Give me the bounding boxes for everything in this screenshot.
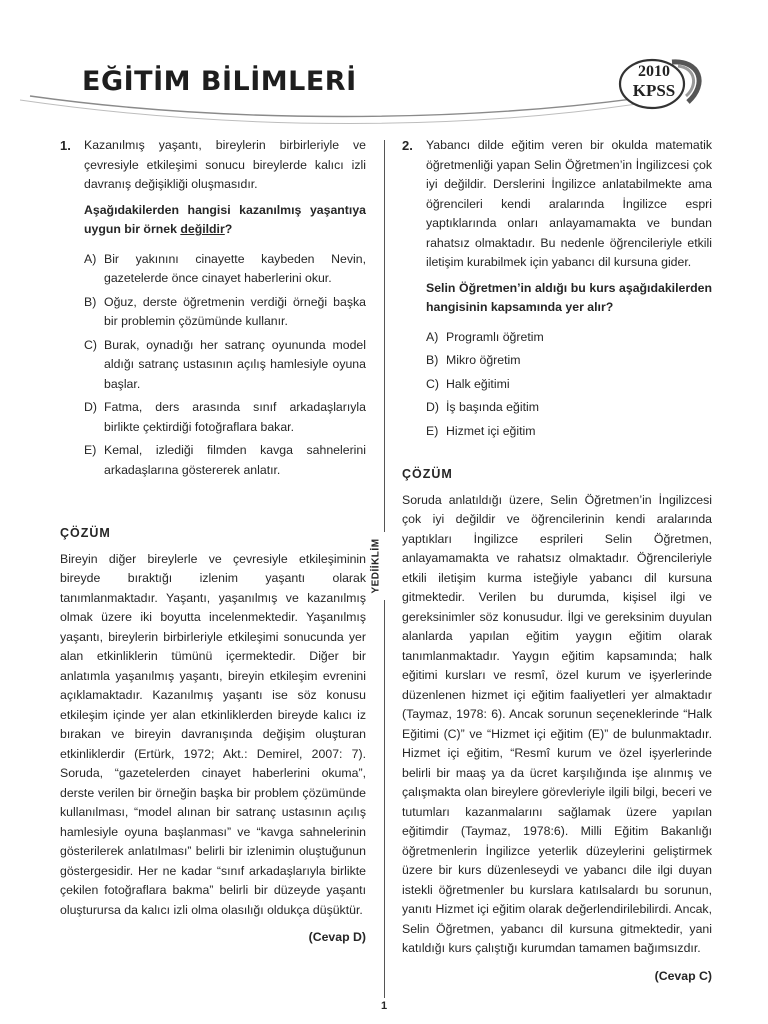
option-letter: C) bbox=[426, 376, 439, 391]
prompt-text: Aşağıdakilerden hangisi kazanılmış yaşantıya uygun bir örnek bbox=[84, 202, 366, 236]
option-d bbox=[84, 398, 366, 437]
option-letter: C) bbox=[84, 337, 97, 352]
option-text: Programlı öğretim bbox=[446, 329, 544, 344]
option-text: Fatma, ders arasında sınıf arkadaşlarıyla birlikte çektirdiği fotoğraflara bakar. bbox=[104, 400, 366, 434]
option-letter: E) bbox=[84, 443, 97, 457]
page-title: EĞİTİM BİLİMLERİ bbox=[82, 66, 357, 97]
option-text: Burak, oynadığı her satranç oyununda model aldığı satranç ustasının açılış hamlesiyle oyuna başlar. bbox=[104, 337, 366, 391]
solution-text: Soruda anlatıldığı üzere, Selin Öğretmen’in İngilizcesi çok iyi değildir ve öğrencilerinin kendi aralarında yaptıkları İngilizce esprileri Selin Öğretmen, anlayamamakta ve rahatsız olmaktadır. Öğrencileriyle etkili iletişim kurma isteğiyle yabancı dil kursuna gitmektedir. Verilen bu durumda, kişisel ilgi ve gereksinimler söz konusudur. İlgi ve gereksinim duyulan alanlarda yapılan eğitim yaygın eğitim olarak tanımlanmaktadır. Yaygın eğitim kapsamında; halk eğitimi kursları ve resmî, özel kurum ve işyerlerinde düzenlenen hizmet içi eğitim faaliyetleri yer almaktadır (Taymaz, 1978: 6). Ancak sorunun seçeneklerinde “Halk Eğitimi (C)” ve “Hizmet içi eğitim (E)” de bulunmaktadır. Hizmet içi eğitim, “Resmî kurum ve özel işyerlerinde belirli bir maaş ya da ücret karşılığında işe alınmış ve çalışmakta olan bireylere görevleriyle ilgili bilgi, beceri ve tutumları kazanmalarını sağlamak üzere yapılan eğitimdir (Taymaz, 1978:6). Milli Eğitim Bakanlığı öğretmenlerin İngilizce yeterlik düzeylerini geliştirmek üzere bir kurs düzenleseydi ve yabancı dile ilgi duyan istekli öğretmenler bu kurslara katılsalardı bu sorunun, yanıtı Hizmet içi eğitim olarak değerlendirilebilirdi. Ancak, Selin Öğretmen, yabancı dil kursuna gitmektedir, yani katıldığı kurs çalıştığı kurumdan tamamen bağımsızdır. bbox=[402, 492, 712, 955]
option-letter: B) bbox=[426, 353, 439, 367]
option-letter: D) bbox=[426, 400, 439, 414]
question-1 bbox=[60, 136, 366, 480]
option-e bbox=[84, 441, 366, 480]
badge-year: 2010 bbox=[638, 63, 670, 80]
option-letter: E) bbox=[426, 423, 439, 438]
option-letter: A) bbox=[426, 329, 439, 344]
answer-label: (Cevap D) bbox=[308, 930, 366, 944]
solution-1 bbox=[60, 524, 366, 948]
prompt-underlined-word: değildir bbox=[180, 222, 225, 236]
option-b bbox=[84, 293, 366, 332]
question-stem: Kazanılmış yaşantı, bireylerin birbirleriyle ve çevresiyle etkileşimi sonucu bireylerde kalıcı izli davranış değişikliği oluşmasıdır. bbox=[84, 138, 366, 191]
option-a bbox=[426, 328, 712, 348]
left-column bbox=[60, 136, 366, 948]
option-text: İş başında eğitim bbox=[446, 400, 539, 414]
page-number: 1 bbox=[380, 1000, 388, 1012]
option-c bbox=[426, 375, 712, 395]
option-text: Oğuz, derste öğretmenin verdiği örneği başka bir problemin çözümünde kullanır. bbox=[104, 294, 366, 328]
option-e bbox=[426, 422, 712, 442]
option-d bbox=[426, 398, 712, 418]
question-stem: Yabancı dilde eğitim veren bir okulda matematik öğretmenliği yapan Selin Öğretmen’in İngilizcesi çok iyi değildir. Derslerini İngilizce anlatabilmekte ama öğrencileri kendi aralarında İngilizce espri yaptıklarında onları anlayamamakta ve bundan rahatsız olmaktadır. Bu nedenle öğrencileriyle etkili iletişim kurabilmek için yabancı dil kursuna gider. bbox=[426, 138, 712, 269]
solution-2 bbox=[402, 465, 712, 986]
solution-heading: ÇÖZÜM bbox=[402, 467, 453, 481]
option-text: Mikro öğretim bbox=[446, 353, 521, 367]
option-text: Halk eğitimi bbox=[446, 376, 510, 391]
option-letter: B) bbox=[84, 294, 97, 309]
right-column bbox=[402, 136, 712, 986]
publisher-label: YEDİİKLİM bbox=[370, 538, 382, 594]
answer-options bbox=[84, 250, 366, 481]
solution-text: Bireyin diğer bireylerle ve çevresiyle etkileşiminin bireyde bıraktığı izlenim yaşantı olarak tanımlanmaktadır. Yaşantı, yaşanılmış ve kazanılmış olmak üzere iki boyutta incelenmektedir. Yaşanılmış yaşantı, bireylerin birbirleriyle etkileşimi sonucunda yer alan etkinliklerin tümünü içermektedir. Diğer bir anlatımla yaşanılmış yaşantı, bireyin etkileşim evrenini açıklamaktadır. Kazanılmış yaşantı ise söz konusu etkileşim içinde yer alan etkinliklerden bireyde kalıcı iz bırakan ve bireyin davranışında değişim oluşturan etkinliklerdir (Ertürk, 1972; Akt.: Demirel, 2007: 7). Soruda, “gazetelerden cinayet haberlerini okuma”, derste verilen bir örneğin başka bir problem çözümünde kullanılması, “model alınan bir satranç ustasının açılış hamlesiyle oyuna başlanması” ve “kavga sahnelerinin gösterilerek anlatılması” belirli bir izlenimin oluştuğunun göstergesidir. Her ne kadar “sınıf arkadaşlarıyla birlikte çekilen fotoğraflara bakma” belirli bir düzeyde yaşantı oluşturursa da kalıcı izli olma olasılığı oldukça düşüktür. bbox=[60, 551, 366, 917]
option-letter: A) bbox=[84, 251, 97, 266]
question-prompt: Selin Öğretmen’in aldığı bu kurs aşağıdakilerden hangisinin kapsamında yer alır? bbox=[426, 280, 712, 314]
answer-label: (Cevap C) bbox=[654, 968, 712, 983]
column-divider-bottom bbox=[384, 600, 385, 998]
question-number: 2. bbox=[402, 138, 413, 153]
option-text: Bir yakınını cinayette kaybeden Nevin, gazetelerde önce cinayet haberlerini okur. bbox=[104, 251, 366, 285]
solution-heading: ÇÖZÜM bbox=[60, 526, 111, 540]
option-a bbox=[84, 250, 366, 289]
prompt-end: ? bbox=[224, 222, 233, 236]
column-divider-top bbox=[384, 140, 385, 532]
option-b bbox=[426, 351, 712, 371]
badge-exam-name: KPSS bbox=[632, 81, 676, 100]
option-text: Hizmet içi eğitim bbox=[446, 423, 536, 438]
option-text: Kemal, izlediği filmden kavga sahnelerini arkadaşlarına göstererek anlatır. bbox=[104, 443, 366, 477]
question-2 bbox=[402, 136, 712, 441]
answer-options bbox=[426, 328, 712, 442]
option-letter: D) bbox=[84, 400, 97, 414]
option-c bbox=[84, 336, 366, 395]
question-prompt bbox=[84, 201, 366, 240]
question-number: 1. bbox=[60, 138, 71, 153]
